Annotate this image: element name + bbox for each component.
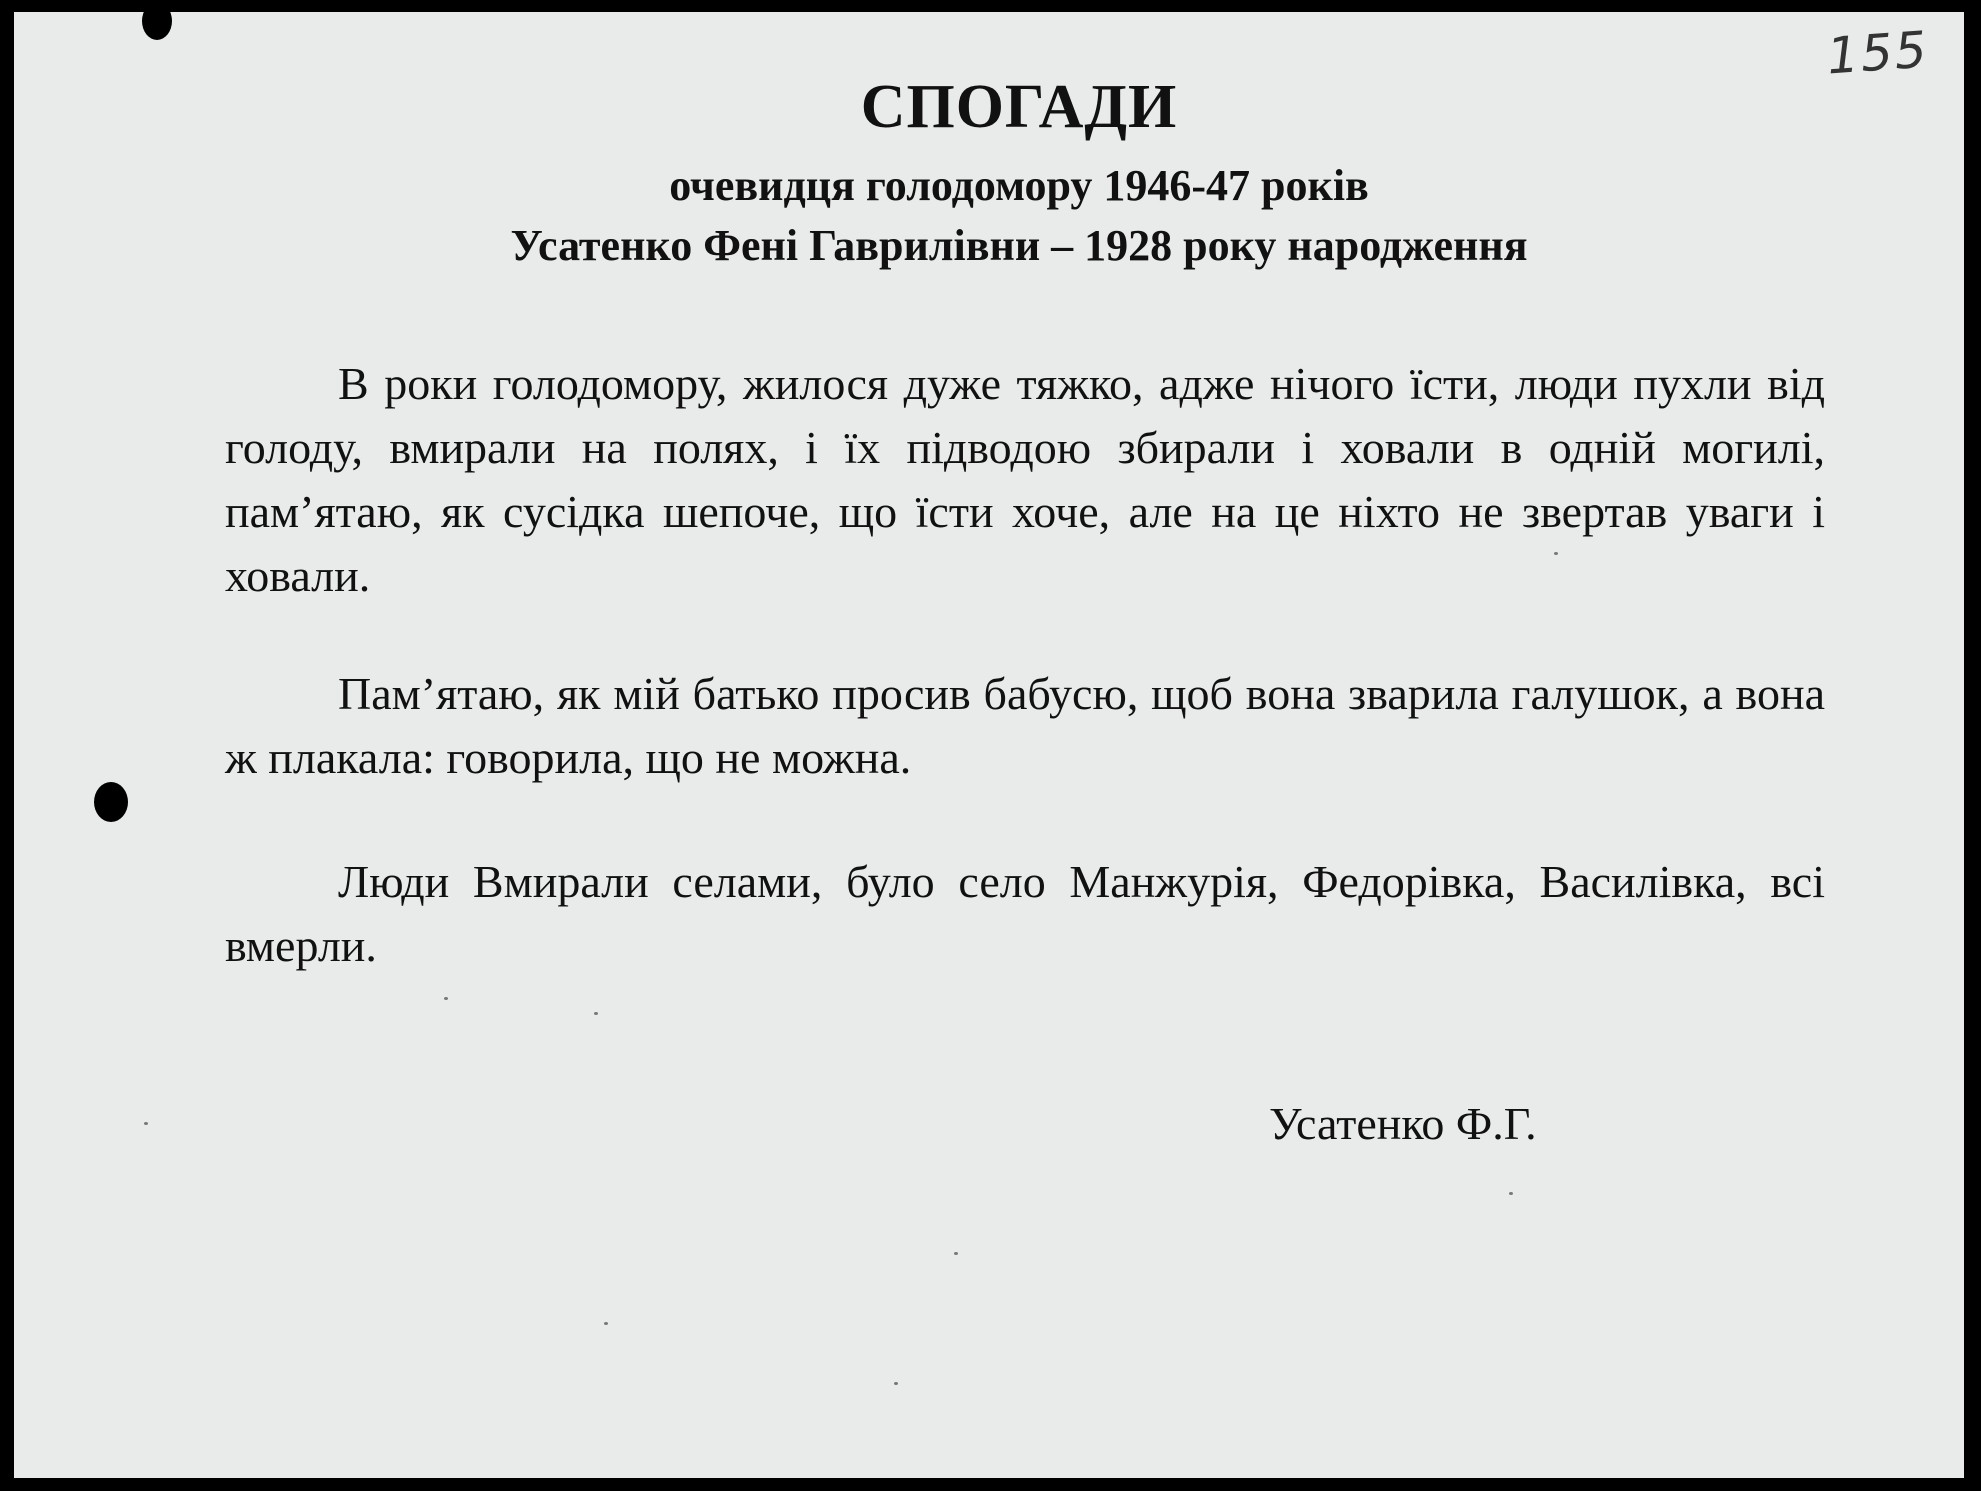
- punch-hole-middle: [94, 782, 128, 822]
- punch-hole-top: [142, 12, 172, 40]
- subtitle-line-1: очевидця голодомору 1946-47 років: [669, 161, 1369, 210]
- signature: Усатенко Ф.Г.: [1269, 1098, 1537, 1149]
- paper-speck: [444, 997, 448, 1000]
- subtitle-line-2: Усатенко Фені Гаврилівни – 1928 року народження: [510, 221, 1528, 270]
- paragraph-2: Пам’ятаю, як мій батько просив бабусю, щоб вона зварила галушок, а вона ж плакала: говорила, що не можна.: [225, 668, 1825, 783]
- document-page: [14, 12, 1964, 1478]
- paper-speck: [1554, 552, 1558, 555]
- paper-speck: [144, 1122, 148, 1125]
- paper-speck: [954, 1252, 958, 1255]
- paper-speck: [1509, 1192, 1513, 1195]
- handwritten-page-number: 155: [1824, 20, 1930, 86]
- paper-speck: [894, 1382, 898, 1385]
- paper-speck: [594, 1012, 598, 1015]
- document-title: СПОГАДИ: [860, 73, 1178, 141]
- paper-speck: [604, 1322, 608, 1325]
- paragraph-1: В роки голодомору, жилося дуже тяжко, адже нічого їсти, люди пухли від голоду, вмирали на полях, і їх підводою збирали і ховали в одній могилі, пам’ятаю, як сусідка шепоче, що їсти хоче, але на це ніхто не звертав уваги і ховали.: [225, 358, 1825, 601]
- paragraph-3: Люди Вмирали селами, було село Манжурія, Федорівка, Василівка, всі вмерли.: [225, 856, 1825, 971]
